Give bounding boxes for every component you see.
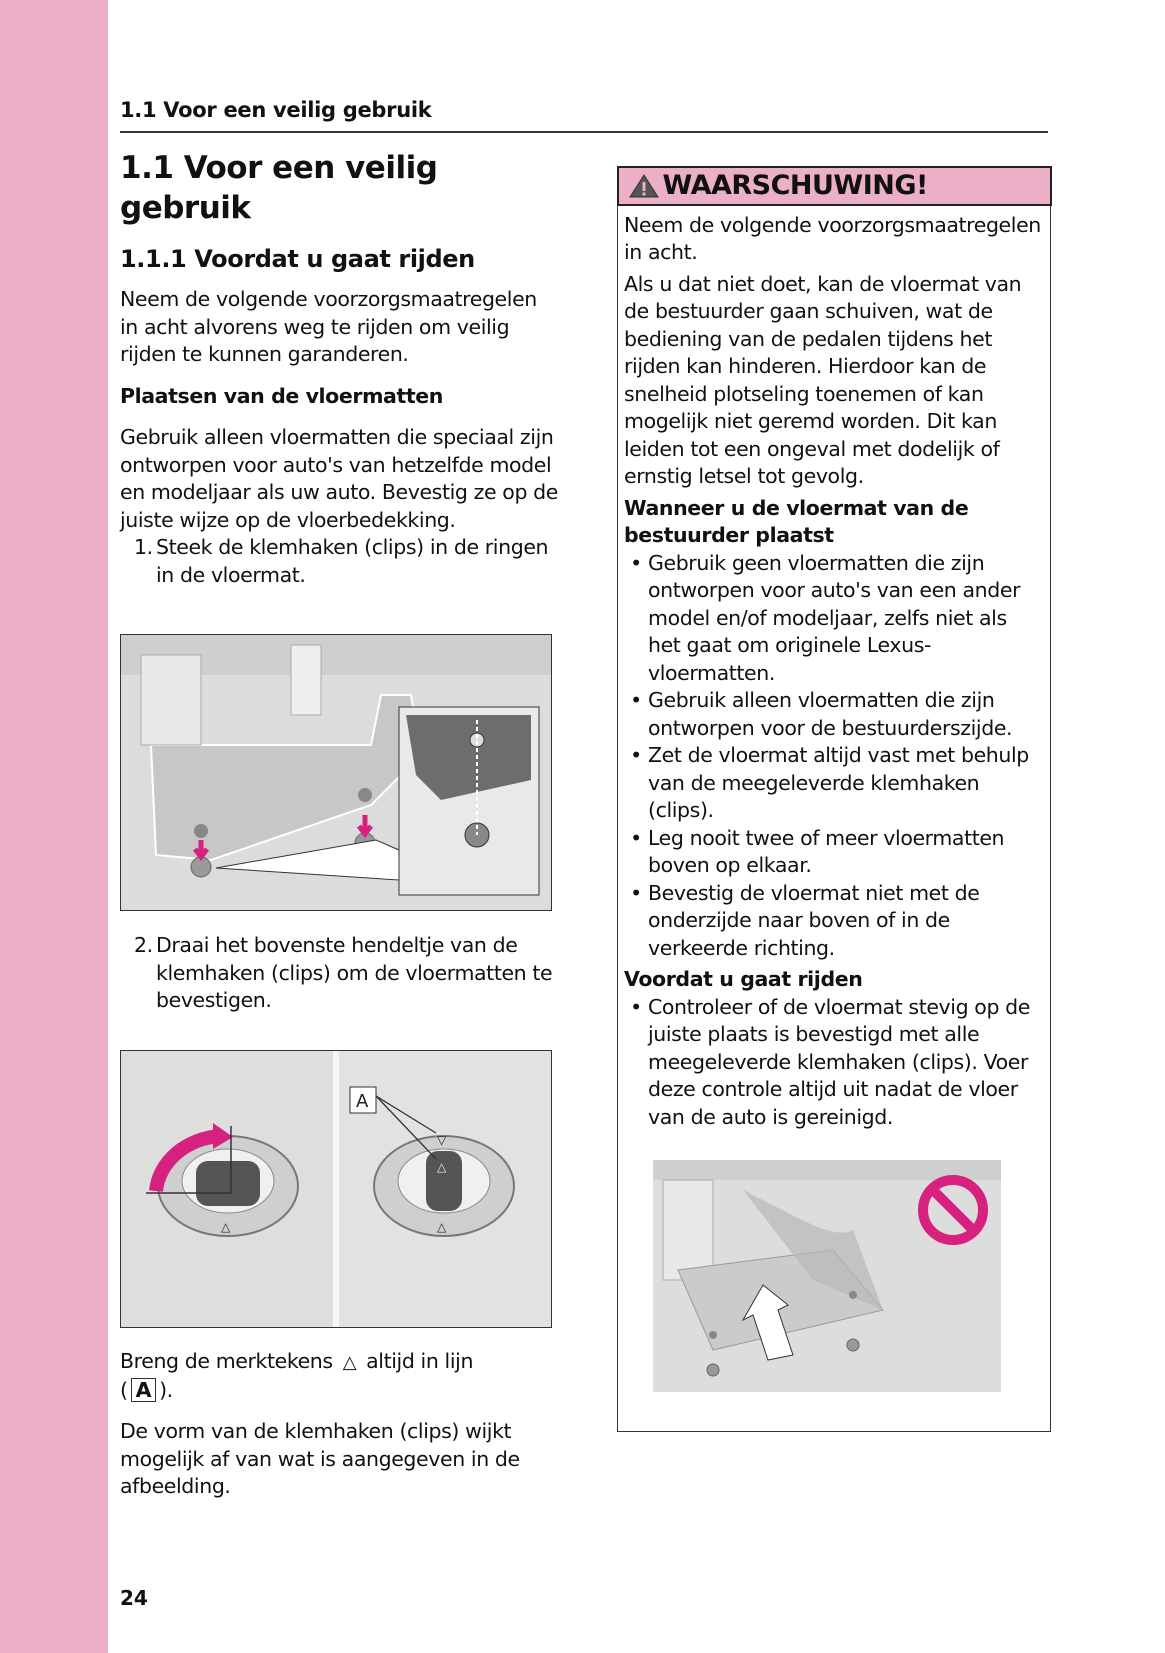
clip-rotation-illustration	[121, 1051, 551, 1327]
warning-subheading: Wanneer u de vloermat van de bestuurder plaatst	[624, 495, 969, 547]
floor-mat-heading: Plaatsen van de vloermatten	[120, 383, 443, 408]
figure-notes	[120, 1348, 560, 1501]
clip-rotation-figure	[120, 1050, 552, 1328]
floor-mat-clips-figure	[120, 634, 552, 911]
svg-text:△: △	[437, 1160, 447, 1174]
paren: (	[120, 1377, 128, 1402]
chapter-sidebar-tab	[0, 0, 108, 1653]
warning-subheading: Voordat u gaat rijden	[624, 967, 863, 991]
svg-text:△: △	[221, 1220, 231, 1234]
step-1	[134, 534, 560, 589]
incorrect-mat-figure	[653, 1160, 1001, 1392]
left-column	[120, 148, 560, 589]
warning-title: WAARSCHUWING!	[662, 170, 928, 201]
page-number: 24	[120, 1586, 148, 1610]
step-text: Steek de klemhaken (clips) in de ringen in de vloermat.	[156, 535, 549, 587]
step-number: 1.	[134, 535, 153, 559]
svg-text:△: △	[437, 1220, 447, 1234]
header-divider	[120, 131, 1048, 133]
note-text: Breng de merktekens	[120, 1349, 333, 1373]
bullet-text: Gebruik alleen vloermatten die zijn ontworpen voor de bestuurderszijde.	[648, 688, 1013, 740]
bullet-item: • Zet de vloermat altijd vast met behulp van de meegeleverde klemhaken (clips).	[624, 742, 1044, 825]
step-text: Draai het bovenste hendeltje van de klemhaken (clips) om de vloermatten te bevestigen.	[156, 933, 553, 1012]
bullet-item: • Controleer of de vloermat stevig op de juiste plaats is bevestigd met alle meegeleverde klemhaken (clips). Voer deze controle altijd uit nadat de vloer van de auto is gereinigd.	[624, 994, 1044, 1132]
floor-mat-paragraph: Gebruik alleen vloermatten die speciaal zijn ontworpen voor auto's van hetzelfde model en modeljaar als uw auto. Bevestig ze op de juiste wijze op de vloerbedekking.	[120, 425, 559, 532]
warning-header	[617, 166, 1052, 206]
clip-shape-note: De vorm van de klemhaken (clips) wijkt mogelijk af van wat is aangegeven in de afbeelding.	[120, 1419, 520, 1498]
warning-body	[618, 206, 1050, 1132]
section-title: 1.1 Voor een veilig gebruik	[120, 150, 438, 226]
align-marks-note	[120, 1348, 560, 1404]
subsection-title: 1.1.1 Voordat u gaat rijden	[120, 245, 475, 273]
step-2	[134, 932, 574, 1015]
warning-triangle-icon	[629, 174, 659, 198]
note-text: altijd in lijn	[366, 1349, 474, 1373]
incorrect-mat-illustration	[653, 1160, 1001, 1392]
bullet-text: Bevestig de vloermat niet met de onderzijde naar boven of in de verkeerde richting.	[648, 880, 980, 960]
step-number: 2.	[134, 933, 153, 957]
bullet-text: Zet de vloermat altijd vast met behulp van de meegeleverde klemhaken (clips).	[648, 743, 1029, 822]
paren: ).	[159, 1377, 173, 1402]
label-a-box: A	[131, 1378, 156, 1402]
bullet-text: Gebruik geen vloermatten die zijn ontworpen voor auto's van een ander model en/of modeljaar, zelfs niet als het gaat om originele Lexus-vloermatten.	[648, 550, 1021, 685]
floor-mat-illustration	[121, 635, 551, 910]
bullet-item: • Gebruik alleen vloermatten die zijn ontworpen voor de bestuurderszijde.	[624, 687, 1044, 742]
warning-paragraph: Neem de volgende voorzorgsmaatregelen in acht.	[624, 212, 1041, 264]
svg-text:▽: ▽	[437, 1133, 447, 1147]
warning-paragraph: Als u dat niet doet, kan de vloermat van de bestuurder gaan schuiven, wat de bediening van de pedalen tijdens het rijden kan hinderen. Hierdoor kan de snelheid plotseling toenemen of kan mogelijk niet geremd worden. Dit kan leiden tot een ongeval met dodelijk of ernstig letsel tot gevolg.	[624, 271, 1022, 488]
bullet-text: Controleer of de vloermat stevig op de juiste plaats is bevestigd met alle meegeleverde klemhaken (clips). Voer deze controle altijd uit nadat de vloer van de auto is gereinigd.	[648, 994, 1031, 1129]
bullet-item: • Bevestig de vloermat niet met de onderzijde naar boven of in de verkeerde richting.	[624, 880, 1044, 963]
bullet-item: • Gebruik geen vloermatten die zijn ontworpen voor auto's van een ander model en/of modeljaar, zelfs niet als het gaat om originele Lexus-vloermatten.	[624, 550, 1044, 688]
svg-text:A: A	[356, 1091, 369, 1112]
triangle-mark-icon: △	[342, 1352, 357, 1373]
running-header: 1.1 Voor een veilig gebruik	[120, 98, 432, 122]
bullet-text: Leg nooit twee of meer vloermatten boven op elkaar.	[648, 825, 1005, 877]
intro-paragraph: Neem de volgende voorzorgsmaatregelen in acht alvorens weg te rijden om veilig rijden te kunnen garanderen.	[120, 287, 537, 366]
bullet-item: • Leg nooit twee of meer vloermatten boven op elkaar.	[624, 825, 1044, 880]
